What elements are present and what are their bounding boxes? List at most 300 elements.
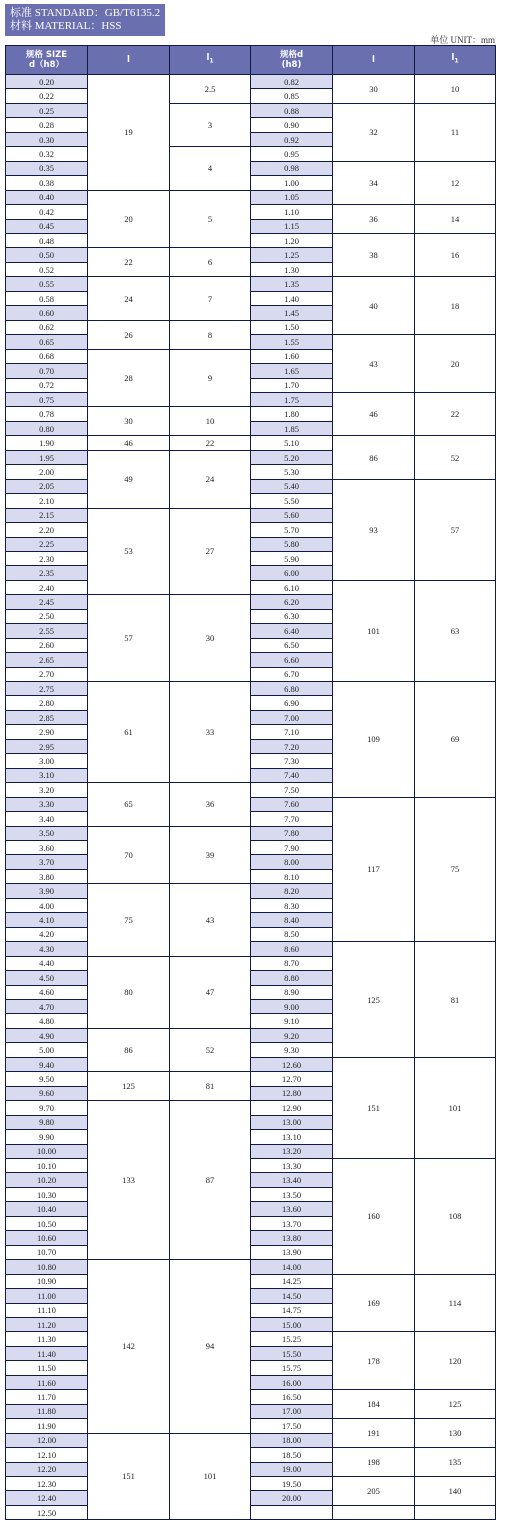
right-l1-cell: 69: [415, 682, 496, 798]
right-size-cell: 1.25: [251, 248, 333, 262]
right-size-cell: 13.90: [251, 1245, 333, 1259]
header-l-right: l: [333, 46, 415, 75]
left-size-cell: 0.52: [6, 262, 88, 276]
table-row: [6, 1158, 496, 1172]
left-size-cell: 2.00: [6, 465, 88, 479]
left-size-cell: 11.60: [6, 1375, 88, 1389]
right-size-cell: 1.55: [251, 335, 333, 349]
right-size-cell: 16.00: [251, 1375, 333, 1389]
left-size-cell: 12.40: [6, 1491, 88, 1505]
header-l1-right-sub: 1: [454, 57, 459, 65]
right-size-cell: 14.75: [251, 1303, 333, 1317]
header-l1-left-letter: l: [206, 53, 210, 64]
right-size-cell: 1.85: [251, 421, 333, 435]
header-l1-left: [170, 46, 251, 75]
left-size-cell: 11.10: [6, 1303, 88, 1317]
left-size-cell: 9.70: [6, 1101, 88, 1115]
right-l1-cell: 125: [415, 1390, 496, 1419]
right-size-cell: 8.50: [251, 927, 333, 941]
drill-size-table: [5, 45, 496, 1520]
right-l1-cell: 57: [415, 479, 496, 580]
right-size-cell: 6.50: [251, 638, 333, 652]
table-row: [6, 233, 496, 247]
header-l1-right: [415, 46, 496, 75]
material-label: 材料 MATERIAL：HSS: [10, 20, 122, 32]
header-size-right-line1: 规格d: [279, 50, 304, 60]
left-l1-cell: 6: [170, 248, 251, 277]
left-size-cell: 2.55: [6, 624, 88, 638]
right-size-cell: 6.90: [251, 696, 333, 710]
left-size-cell: 12.50: [6, 1505, 88, 1519]
left-size-cell: 4.00: [6, 898, 88, 912]
right-size-cell: 13.40: [251, 1173, 333, 1187]
left-size-cell: 2.95: [6, 739, 88, 753]
right-l1-cell: 108: [415, 1158, 496, 1274]
left-size-cell: 2.15: [6, 508, 88, 522]
table-row: [6, 392, 496, 406]
right-l1-cell: 52: [415, 436, 496, 479]
left-size-cell: 4.70: [6, 1000, 88, 1014]
right-size-cell: 14.25: [251, 1274, 333, 1288]
left-l1-cell: 52: [170, 1028, 251, 1071]
right-l1-cell: 14: [415, 205, 496, 234]
left-size-cell: 2.25: [6, 537, 88, 551]
left-size-cell: 4.20: [6, 927, 88, 941]
left-size-cell: 10.50: [6, 1216, 88, 1230]
left-size-cell: 3.30: [6, 797, 88, 811]
left-size-cell: 4.30: [6, 942, 88, 956]
right-size-cell: 7.60: [251, 797, 333, 811]
left-l1-cell: 8: [170, 320, 251, 349]
left-l1-cell: 22: [170, 436, 251, 450]
left-size-cell: 0.50: [6, 248, 88, 262]
right-size-cell: 16.50: [251, 1390, 333, 1404]
right-size-cell: 1.70: [251, 378, 333, 392]
right-l-cell: 46: [333, 392, 415, 435]
table-row: [6, 103, 496, 117]
table-row: [6, 1390, 496, 1404]
left-size-cell: 0.42: [6, 205, 88, 219]
left-size-cell: 0.72: [6, 378, 88, 392]
header-l1-right-letter: l: [451, 53, 455, 64]
header-size-left-line2: d（h8）: [28, 60, 65, 70]
left-l1-cell: 81: [170, 1072, 251, 1101]
right-l1-cell: 10: [415, 75, 496, 104]
left-size-cell: 0.80: [6, 421, 88, 435]
left-size-cell: 4.10: [6, 913, 88, 927]
right-size-cell: 15.25: [251, 1332, 333, 1346]
right-size-cell: 17.50: [251, 1419, 333, 1433]
header-size-left-line1: 规格 SIZE: [25, 50, 68, 60]
left-size-cell: 9.40: [6, 1057, 88, 1071]
right-size-cell: 0.82: [251, 75, 333, 89]
right-size-cell: 1.50: [251, 320, 333, 334]
right-size-cell: 19.50: [251, 1476, 333, 1490]
left-size-cell: 12.20: [6, 1462, 88, 1476]
right-size-cell: 12.90: [251, 1101, 333, 1115]
left-size-cell: 2.35: [6, 566, 88, 580]
left-l1-cell: 33: [170, 682, 251, 783]
right-size-cell: 7.70: [251, 812, 333, 826]
left-size-cell: 10.90: [6, 1274, 88, 1288]
right-size-cell: 1.30: [251, 262, 333, 276]
left-size-cell: 4.50: [6, 971, 88, 985]
right-size-cell: 6.10: [251, 580, 333, 594]
left-size-cell: 9.90: [6, 1130, 88, 1144]
right-size-cell: 6.40: [251, 624, 333, 638]
left-l-cell: 86: [88, 1028, 170, 1071]
right-size-cell: 9.10: [251, 1014, 333, 1028]
left-size-cell: 9.80: [6, 1115, 88, 1129]
right-l-cell: 93: [333, 479, 415, 580]
left-size-cell: 0.65: [6, 335, 88, 349]
left-l-cell: 49: [88, 450, 170, 508]
right-size-cell: 7.50: [251, 783, 333, 797]
right-size-cell: 12.70: [251, 1072, 333, 1086]
left-size-cell: 3.60: [6, 841, 88, 855]
right-size-cell: 5.70: [251, 523, 333, 537]
right-size-cell: 0.98: [251, 161, 333, 175]
right-size-cell: 12.80: [251, 1086, 333, 1100]
table-row: [6, 1274, 496, 1288]
right-size-cell: 7.90: [251, 841, 333, 855]
left-size-cell: 3.10: [6, 768, 88, 782]
spec-box: [5, 4, 165, 36]
left-size-cell: 9.50: [6, 1072, 88, 1086]
right-size-cell: 0.90: [251, 118, 333, 132]
right-size-cell: 1.10: [251, 205, 333, 219]
right-l1-cell: 81: [415, 942, 496, 1058]
left-size-cell: 2.10: [6, 494, 88, 508]
left-size-cell: 3.20: [6, 783, 88, 797]
right-l-cell: [333, 1505, 415, 1519]
right-size-cell: 1.80: [251, 407, 333, 421]
left-size-cell: 11.90: [6, 1419, 88, 1433]
left-size-cell: 2.85: [6, 710, 88, 724]
left-l1-cell: 94: [170, 1260, 251, 1433]
left-size-cell: 0.25: [6, 103, 88, 117]
left-size-cell: 0.62: [6, 320, 88, 334]
right-l-cell: 178: [333, 1332, 415, 1390]
left-l1-cell: 7: [170, 277, 251, 320]
right-l1-cell: 20: [415, 335, 496, 393]
right-size-cell: 1.00: [251, 176, 333, 190]
left-size-cell: 0.22: [6, 89, 88, 103]
header-size-left: [6, 46, 88, 75]
right-size-cell: 7.30: [251, 754, 333, 768]
left-size-cell: 0.75: [6, 392, 88, 406]
left-size-cell: 11.30: [6, 1332, 88, 1346]
left-size-cell: 0.40: [6, 190, 88, 204]
right-size-cell: 5.10: [251, 436, 333, 450]
header-size-right-line2: (h8): [281, 60, 302, 70]
right-size-cell: 12.60: [251, 1057, 333, 1071]
right-size-cell: 0.85: [251, 89, 333, 103]
standard-label: 标准 STANDARD：GB/T6135.2: [10, 7, 161, 19]
left-l-cell: 30: [88, 407, 170, 436]
left-size-cell: 10.20: [6, 1173, 88, 1187]
left-l-cell: 53: [88, 508, 170, 595]
right-size-cell: 5.90: [251, 551, 333, 565]
table-row: [6, 1057, 496, 1071]
left-size-cell: 10.70: [6, 1245, 88, 1259]
table-row: [6, 277, 496, 291]
right-size-cell: 1.20: [251, 233, 333, 247]
left-size-cell: 2.20: [6, 523, 88, 537]
table-row: [6, 1476, 496, 1490]
left-size-cell: 2.30: [6, 551, 88, 565]
right-size-cell: 14.50: [251, 1289, 333, 1303]
right-l1-cell: 12: [415, 161, 496, 204]
left-size-cell: 1.95: [6, 450, 88, 464]
left-size-cell: 3.70: [6, 855, 88, 869]
right-size-cell: 8.70: [251, 956, 333, 970]
left-l-cell: 24: [88, 277, 170, 320]
right-size-cell: 7.20: [251, 739, 333, 753]
right-size-cell: 5.40: [251, 479, 333, 493]
left-l1-cell: 30: [170, 595, 251, 682]
table-row: [6, 1332, 496, 1346]
right-l-cell: 117: [333, 797, 415, 942]
left-size-cell: 1.90: [6, 436, 88, 450]
right-l1-cell: 140: [415, 1476, 496, 1505]
right-size-cell: 15.75: [251, 1361, 333, 1375]
right-size-cell: 19.00: [251, 1462, 333, 1476]
left-size-cell: 0.78: [6, 407, 88, 421]
right-l1-cell: 63: [415, 580, 496, 681]
left-size-cell: 0.30: [6, 132, 88, 146]
right-l-cell: 184: [333, 1390, 415, 1419]
right-size-cell: 8.10: [251, 869, 333, 883]
left-size-cell: 2.65: [6, 653, 88, 667]
right-size-cell: 8.00: [251, 855, 333, 869]
left-size-cell: 9.60: [6, 1086, 88, 1100]
left-size-cell: 11.40: [6, 1346, 88, 1360]
left-size-cell: 2.40: [6, 580, 88, 594]
right-size-cell: 13.70: [251, 1216, 333, 1230]
right-size-cell: 5.20: [251, 450, 333, 464]
left-size-cell: 10.10: [6, 1158, 88, 1172]
right-l-cell: 169: [333, 1274, 415, 1332]
right-l-cell: 125: [333, 942, 415, 1058]
right-l1-cell: 135: [415, 1448, 496, 1477]
right-size-cell: 13.00: [251, 1115, 333, 1129]
left-size-cell: 0.28: [6, 118, 88, 132]
table-row: [6, 797, 496, 811]
right-l-cell: 160: [333, 1158, 415, 1274]
left-l1-cell: 101: [170, 1433, 251, 1520]
right-size-cell: 5.30: [251, 465, 333, 479]
left-size-cell: 11.20: [6, 1317, 88, 1331]
left-l1-cell: 4: [170, 147, 251, 190]
left-l-cell: 57: [88, 595, 170, 682]
table-row: [6, 942, 496, 956]
right-size-cell: 1.05: [251, 190, 333, 204]
right-size-cell: 1.35: [251, 277, 333, 291]
left-size-cell: 2.50: [6, 609, 88, 623]
left-size-cell: 11.80: [6, 1404, 88, 1418]
left-l-cell: 26: [88, 320, 170, 349]
header-size-right: [251, 46, 333, 75]
table-row: [6, 580, 496, 594]
right-size-cell: 13.80: [251, 1231, 333, 1245]
right-size-cell: 6.20: [251, 595, 333, 609]
right-size-cell: 8.30: [251, 898, 333, 912]
left-size-cell: 10.30: [6, 1187, 88, 1201]
unit-label: 单位 UNIT：mm: [430, 35, 495, 45]
right-size-cell: 6.00: [251, 566, 333, 580]
left-size-cell: 0.32: [6, 147, 88, 161]
left-l-cell: 142: [88, 1260, 170, 1433]
table-row: [6, 479, 496, 493]
right-size-cell: 13.20: [251, 1144, 333, 1158]
right-l-cell: 86: [333, 436, 415, 479]
right-size-cell: 5.80: [251, 537, 333, 551]
table-row: [6, 205, 496, 219]
right-l1-cell: 22: [415, 392, 496, 435]
right-l-cell: 32: [333, 103, 415, 161]
right-size-cell: 20.00: [251, 1491, 333, 1505]
right-size-cell: 9.30: [251, 1043, 333, 1057]
left-l-cell: 125: [88, 1072, 170, 1101]
left-size-cell: 3.00: [6, 754, 88, 768]
right-l1-cell: 18: [415, 277, 496, 335]
left-l1-cell: 24: [170, 450, 251, 508]
right-l-cell: 30: [333, 75, 415, 104]
right-size-cell: 8.90: [251, 985, 333, 999]
right-size-cell: 1.40: [251, 291, 333, 305]
left-size-cell: 10.00: [6, 1144, 88, 1158]
right-size-cell: 18.00: [251, 1433, 333, 1447]
left-l-cell: 133: [88, 1101, 170, 1260]
left-l1-cell: 47: [170, 956, 251, 1028]
left-size-cell: 0.58: [6, 291, 88, 305]
left-size-cell: 3.90: [6, 884, 88, 898]
left-l-cell: 75: [88, 884, 170, 956]
left-l1-cell: 10: [170, 407, 251, 436]
left-size-cell: 10.60: [6, 1231, 88, 1245]
right-l1-cell: 101: [415, 1057, 496, 1158]
left-size-cell: 0.38: [6, 176, 88, 190]
right-size-cell: 13.30: [251, 1158, 333, 1172]
right-size-cell: 13.10: [251, 1130, 333, 1144]
right-size-cell: 8.80: [251, 971, 333, 985]
right-size-cell: 7.10: [251, 725, 333, 739]
left-size-cell: 2.45: [6, 595, 88, 609]
right-l1-cell: 16: [415, 233, 496, 276]
left-l1-cell: 87: [170, 1101, 251, 1260]
right-size-cell: 1.15: [251, 219, 333, 233]
left-size-cell: 11.50: [6, 1361, 88, 1375]
left-size-cell: 0.20: [6, 75, 88, 89]
header-l1-left-sub: 1: [209, 57, 214, 65]
right-l-cell: 191: [333, 1419, 415, 1448]
left-size-cell: 0.48: [6, 233, 88, 247]
right-l1-cell: 75: [415, 797, 496, 942]
left-size-cell: 2.05: [6, 479, 88, 493]
left-l-cell: 20: [88, 190, 170, 248]
right-size-cell: 7.00: [251, 710, 333, 724]
left-l-cell: 151: [88, 1433, 170, 1520]
table-row: [6, 1419, 496, 1433]
drill-size-table-wrapper: [5, 45, 496, 1520]
right-size-cell: 1.75: [251, 392, 333, 406]
right-size-cell: 6.60: [251, 653, 333, 667]
right-l1-cell: 120: [415, 1332, 496, 1390]
left-l-cell: 80: [88, 956, 170, 1028]
right-l-cell: 40: [333, 277, 415, 335]
left-size-cell: 3.40: [6, 812, 88, 826]
table-row: [6, 335, 496, 349]
right-size-cell: 0.88: [251, 103, 333, 117]
left-size-cell: 2.80: [6, 696, 88, 710]
right-l-cell: 43: [333, 335, 415, 393]
table-body: [6, 75, 496, 1520]
left-size-cell: 12.00: [6, 1433, 88, 1447]
left-l1-cell: 3: [170, 103, 251, 146]
left-size-cell: 12.10: [6, 1448, 88, 1462]
left-l-cell: 22: [88, 248, 170, 277]
left-size-cell: 3.80: [6, 869, 88, 883]
right-size-cell: 15.00: [251, 1317, 333, 1331]
left-size-cell: 11.70: [6, 1390, 88, 1404]
right-size-cell: 7.40: [251, 768, 333, 782]
left-l-cell: 61: [88, 682, 170, 783]
right-l-cell: 151: [333, 1057, 415, 1158]
left-size-cell: 2.60: [6, 638, 88, 652]
left-size-cell: 10.80: [6, 1260, 88, 1274]
right-l-cell: 109: [333, 682, 415, 798]
left-l1-cell: 2.5: [170, 75, 251, 104]
right-size-cell: 17.00: [251, 1404, 333, 1418]
right-size-cell: 14.00: [251, 1260, 333, 1274]
right-size-cell: 8.40: [251, 913, 333, 927]
table-row: [6, 1448, 496, 1462]
table-row: [6, 1505, 496, 1519]
right-l1-cell: 11: [415, 103, 496, 161]
right-l-cell: 205: [333, 1476, 415, 1505]
header-l-left: l: [88, 46, 170, 75]
left-size-cell: 0.70: [6, 364, 88, 378]
left-l1-cell: 43: [170, 884, 251, 956]
right-size-cell: 1.60: [251, 349, 333, 363]
right-l-cell: 34: [333, 161, 415, 204]
right-size-cell: 1.65: [251, 364, 333, 378]
right-size-cell: 6.70: [251, 667, 333, 681]
left-l1-cell: 39: [170, 826, 251, 884]
left-l-cell: 65: [88, 783, 170, 826]
left-l1-cell: 9: [170, 349, 251, 407]
left-l-cell: 19: [88, 75, 170, 191]
right-size-cell: 8.60: [251, 942, 333, 956]
left-size-cell: 0.68: [6, 349, 88, 363]
right-size-cell: 13.60: [251, 1202, 333, 1216]
right-size-cell: 9.00: [251, 1000, 333, 1014]
left-size-cell: 4.90: [6, 1028, 88, 1042]
right-size-cell: 7.80: [251, 826, 333, 840]
right-l1-cell: 114: [415, 1274, 496, 1332]
left-l-cell: 46: [88, 436, 170, 450]
left-size-cell: 4.60: [6, 985, 88, 999]
left-l1-cell: 27: [170, 508, 251, 595]
left-size-cell: 2.70: [6, 667, 88, 681]
right-size-cell: [251, 1505, 333, 1519]
right-size-cell: 0.95: [251, 147, 333, 161]
left-l-cell: 28: [88, 349, 170, 407]
right-size-cell: 13.50: [251, 1187, 333, 1201]
left-size-cell: 0.35: [6, 161, 88, 175]
right-l-cell: 101: [333, 580, 415, 681]
